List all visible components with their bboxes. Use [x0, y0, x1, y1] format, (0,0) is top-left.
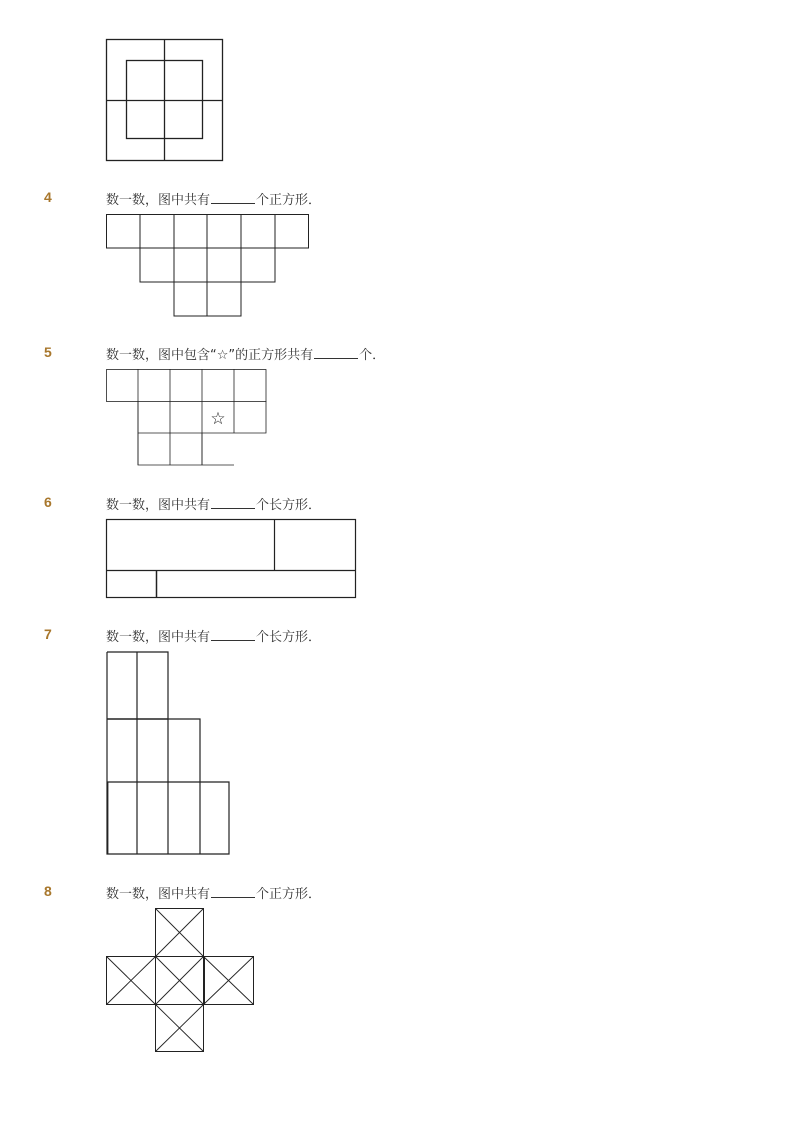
question-8-suffix: 个正方形． — [256, 887, 322, 902]
question-number-8: 8 — [44, 883, 52, 899]
question-5-suffix: 个． — [359, 348, 386, 363]
figure-q3-squares — [106, 39, 224, 162]
answer-blank-4[interactable] — [211, 190, 255, 204]
figure-q7-stepped-rectangles — [106, 651, 232, 856]
figure-q6-rectangles — [106, 519, 358, 599]
question-6-prompt: 数一数，图中共有 — [106, 498, 211, 513]
figure-q8-cross-squares — [106, 908, 256, 1054]
question-text-5 — [106, 345, 385, 364]
question-number-4: 4 — [44, 189, 52, 205]
question-4-prompt: 数一数，图中共有 — [106, 193, 211, 208]
answer-blank-7[interactable] — [211, 627, 255, 641]
question-7-prompt: 数一数，图中共有 — [106, 630, 211, 645]
question-4-suffix: 个正方形． — [256, 193, 322, 208]
star-icon: ☆ — [210, 409, 226, 429]
question-8-prompt: 数一数，图中共有 — [106, 887, 211, 902]
answer-blank-8[interactable] — [211, 884, 255, 898]
figure-q5-star-grid — [106, 369, 268, 467]
question-text-4 — [106, 190, 321, 209]
answer-blank-6[interactable] — [211, 495, 255, 509]
question-text-6 — [106, 495, 321, 514]
answer-blank-5[interactable] — [314, 345, 358, 359]
question-number-6: 6 — [44, 494, 52, 510]
question-text-8 — [106, 884, 321, 903]
question-7-suffix: 个长方形． — [256, 630, 322, 645]
figure-q4-staircase-grid — [106, 214, 310, 317]
question-number-7: 7 — [44, 626, 52, 642]
question-text-7 — [106, 627, 321, 646]
question-6-suffix: 个长方形． — [256, 498, 322, 513]
question-number-5: 5 — [44, 344, 52, 360]
question-5-prompt: 数一数，图中包含“☆”的正方形共有 — [106, 348, 314, 363]
